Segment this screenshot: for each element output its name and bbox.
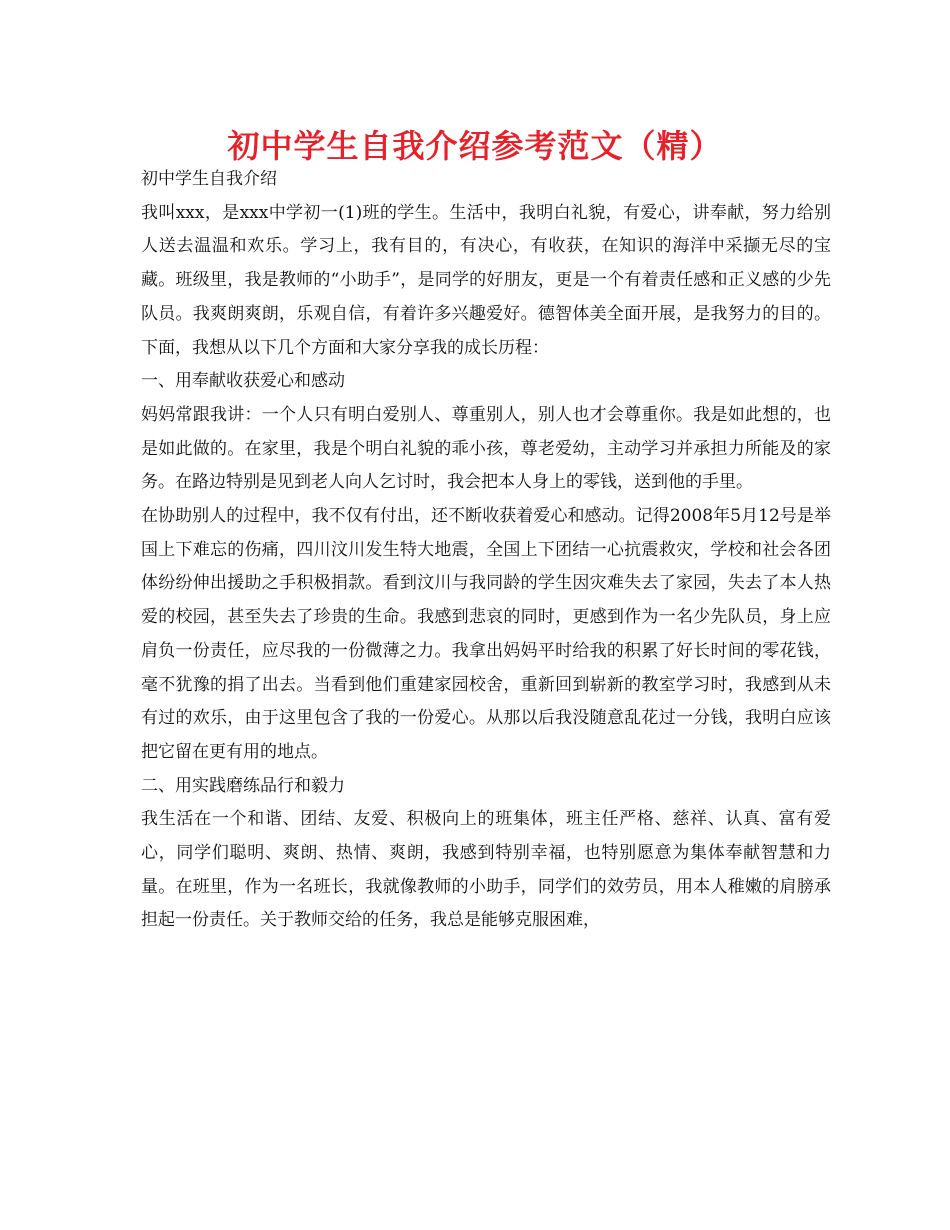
document-body	[141, 163, 831, 938]
body-paragraph: 我生活在一个和谐、团结、友爱、积极向上的班集体，班主任严格、慈祥、认真、富有爱心，同学们聪明、爽朗、热情、爽朗，我感到特别幸福，也特别愿意为集体奉献智慧和力量。在班里，作为一名班长，我就像教师的小助手，同学们的效劳员，用本人稚嫩的肩膀承担起一份责任。关于教师交给的任务，我总是能够克服困难，	[141, 809, 831, 931]
body-paragraph: 在协助别人的过程中，我不仅有付出，还不断收获着爱心和感动。记得2008年5月12号是举国上下难忘的伤痛，四川汶川发生特大地震，全国上下团结一心抗震救灾，学校和社会各团体纷纷伸出援助之手积极捐款。看到汶川与我同龄的学生因灾难失去了家园，失去了本人热爱的校园，甚至失去了珍贵的生命。我感到悲哀的同时，更感到作为一名少先队员，身上应肩负一份责任，应尽我的一份微薄之力。我拿出妈妈平时给我的积累了好长时间的零花钱，毫不犹豫的捐了出去。当看到他们重建家园校舍，重新回到崭新的教室学习时，我感到从未有过的欢乐，由于这里包含了我的一份爱心。从那以后我没随意乱花过一分钱，我明白应该把它留在更有用的地点。	[141, 506, 831, 762]
intro-paragraph: 我叫xxx，是xxx中学初一(1)班的学生。生活中，我明白礼貌，有爱心，讲奉献，努力给别人送去温温和欢乐。学习上，我有目的，有决心，有收获，在知识的海洋中采撷无尽的宝藏。班级里，我是教师的“小助手”，是同学的好朋友，更是一个有着责任感和正义感的少先队员。我爽朗爽朗，乐观自信，有着许多兴趣爱好。德智体美全面开展，是我努力的目的。下面，我想从以下几个方面和大家分享我的成长历程：	[141, 202, 831, 358]
section-heading-2: 二、用实践磨练品行和毅力	[141, 775, 345, 796]
section-heading-1: 一、用奉献收获爱心和感动	[141, 371, 345, 392]
body-paragraph: 妈妈常跟我讲：一个人只有明白爱别人、尊重别人，别人也才会尊重你。我是如此想的，也是如此做的。在家里，我是个明白礼貌的乖小孩，尊老爱幼，主动学习并承担力所能及的家务。在路边特别是见到老人向人乞讨时，我会把本人身上的零钱，送到他的手里。	[141, 404, 831, 493]
document-title: 初中学生自我介绍参考范文（精）	[227, 127, 723, 165]
subtitle-paragraph: 初中学生自我介绍	[141, 169, 277, 189]
